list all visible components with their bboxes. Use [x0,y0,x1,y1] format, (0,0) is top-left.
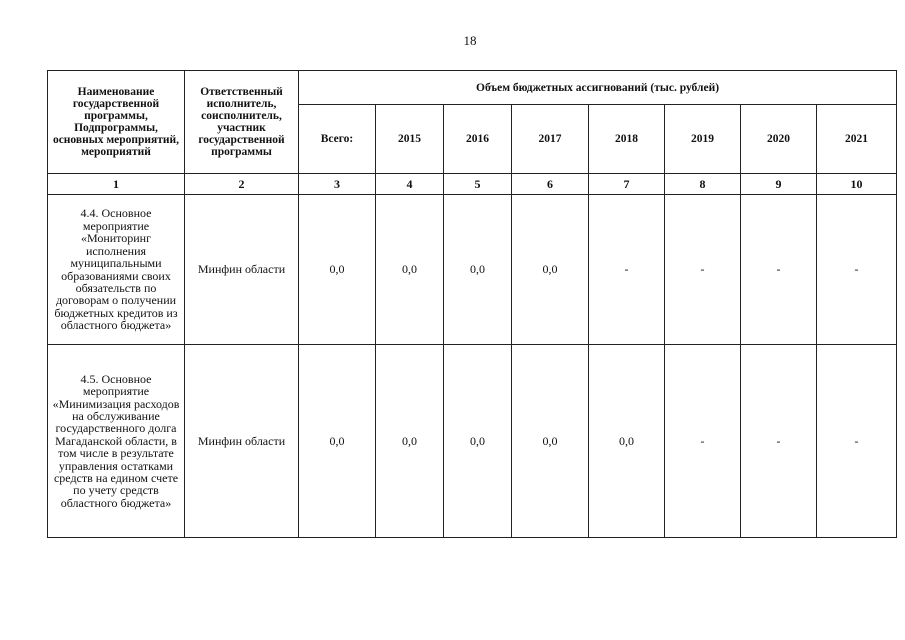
year-value: - [817,345,897,538]
year-value: - [589,195,665,345]
year-value: - [741,195,817,345]
column-index: 10 [817,174,897,195]
year-value: 0,0 [444,195,512,345]
executor-cell: Минфин области [185,345,299,538]
year-value: 0,0 [512,345,589,538]
header-year: 2015 [376,105,444,174]
header-year: 2018 [589,105,665,174]
year-value: - [817,195,897,345]
column-index: 2 [185,174,299,195]
year-value: - [665,345,741,538]
year-value: 0,0 [444,345,512,538]
year-value: 0,0 [589,345,665,538]
column-index: 9 [741,174,817,195]
header-year: 2021 [817,105,897,174]
header-row [48,71,897,105]
header-year: 2016 [444,105,512,174]
year-value: 0,0 [376,195,444,345]
column-index: 3 [299,174,376,195]
column-index: 7 [589,174,665,195]
header-program-name: Наименование государственной программы, Подпрограммы, основных мероприятий, мероприятий [48,71,185,174]
column-index: 1 [48,174,185,195]
year-value: - [741,345,817,538]
total-value: 0,0 [299,345,376,538]
column-index: 4 [376,174,444,195]
year-value: - [665,195,741,345]
column-index: 6 [512,174,589,195]
column-index-row [48,174,897,195]
column-index: 8 [665,174,741,195]
year-value: 0,0 [512,195,589,345]
budget-allocation-table [47,70,897,538]
activity-name: 4.5. Основное мероприятие «Минимизация расходов на обслуживание государственного долга Магаданской области, в том числе в результате управления остатками средств на едином счете по учету средств областного бюджета» [48,345,185,538]
header-year: 2019 [665,105,741,174]
year-value: 0,0 [376,345,444,538]
executor-cell: Минфин области [185,195,299,345]
table-row [48,345,897,538]
header-year: 2020 [741,105,817,174]
header-executor: Ответственный исполнитель, соисполнитель, участник государственной программы [185,71,299,174]
total-value: 0,0 [299,195,376,345]
header-year: 2017 [512,105,589,174]
column-index: 5 [444,174,512,195]
header-total: Всего: [299,105,376,174]
header-budget-group: Объем бюджетных ассигнований (тыс. рублей) [299,71,897,105]
activity-name: 4.4. Основное мероприятие «Мониторинг исполнения муниципальными образованиями своих обязательств по договорам о получении бюджетных кредитов из областного бюджета» [48,195,185,345]
table-row [48,195,897,345]
page-number: 18 [463,33,477,48]
